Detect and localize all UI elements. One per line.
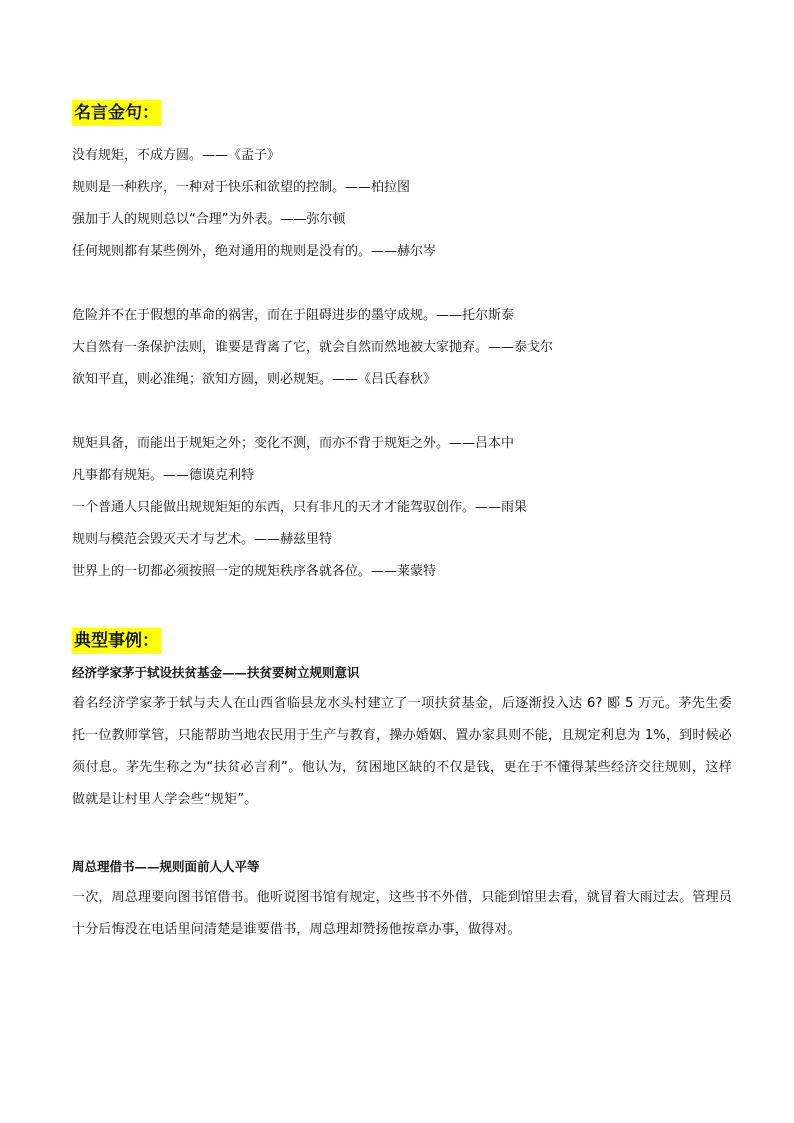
quote-line: 没有规矩，不成方圆。——《孟子》 <box>72 148 281 163</box>
quote-line: 大自然有一条保护法则，谁要是背离了它，就会自然而然地被大家抛弃。——泰戈尔 <box>72 340 554 355</box>
document-page <box>72 100 732 946</box>
quote-line: 危险并不在于假想的革命的祸害，而在于阻碍进步的墨守成规。——托尔斯泰 <box>72 308 515 323</box>
quotes-heading: 名言金句： <box>72 100 161 126</box>
quote-line: 任何规则都有某些例外，绝对通用的规则是没有的。——赫尔岑 <box>72 244 437 259</box>
quotes-list <box>72 140 732 588</box>
case-body: 一次，周总理要向图书馆借书。他听说图书馆有规定，这些书不外借，只能到馆里去看，就冒着大雨过去。管理员十分后悔没在电话里问清楚是谁要借书，周总理却赞扬他按章办事，做得对。 <box>72 890 733 937</box>
example-case-2 <box>72 856 732 946</box>
quote-line: 世界上的一切都必须按照一定的规矩秩序各就各位。——莱蒙特 <box>72 564 437 579</box>
quote-line: 规矩具备，而能出于规矩之外；变化不测，而亦不背于规矩之外。——吕本中 <box>72 436 515 451</box>
paragraph-gap <box>72 268 732 300</box>
examples-heading: 典型事例： <box>72 628 161 654</box>
example-case-1 <box>72 662 732 816</box>
quote-line: 欲知平直，则必准绳；欲知方圆，则必规矩。——《吕氏春秋》 <box>72 372 437 387</box>
quote-line: 凡事都有规矩。——德谟克利特 <box>72 468 255 483</box>
examples-section <box>72 628 732 946</box>
case-body: 着名经济学家茅于轼与夫人在山西省临县龙水头村建立了一项扶贫基金，后逐渐投入达 6? 郾 5 万元。茅先生委托一位教师掌管，只能帮助当地农民用于生产与教育，操办婚姻、置办家具则不能，且规定利息为 1%，到时候必须付息。茅先生称之为“扶贫必言利”。他认为，贫困地区缺的不仅是钱，更在于不懂得某些经济交往规则，这样做就是让村里人学会些“规矩”。 <box>72 696 732 807</box>
quote-line: 强加于人的规则总以“合理”为外表。——弥尔顿 <box>72 212 346 227</box>
quote-line: 规则与模范会毁灭天才与艺术。——赫兹里特 <box>72 532 333 547</box>
quote-line: 一个普通人只能做出规规矩矩的东西，只有非凡的天才才能驾驭创作。——雨果 <box>72 500 528 515</box>
case-title: 周总理借书——规则面前人人平等 <box>72 859 260 874</box>
paragraph-gap <box>72 396 732 428</box>
case-title: 经济学家茅于轼设扶贫基金——扶贫要树立规则意识 <box>72 665 360 680</box>
quote-line: 规则是一种秩序，一种对于快乐和欲望的控制。——柏拉图 <box>72 180 411 195</box>
